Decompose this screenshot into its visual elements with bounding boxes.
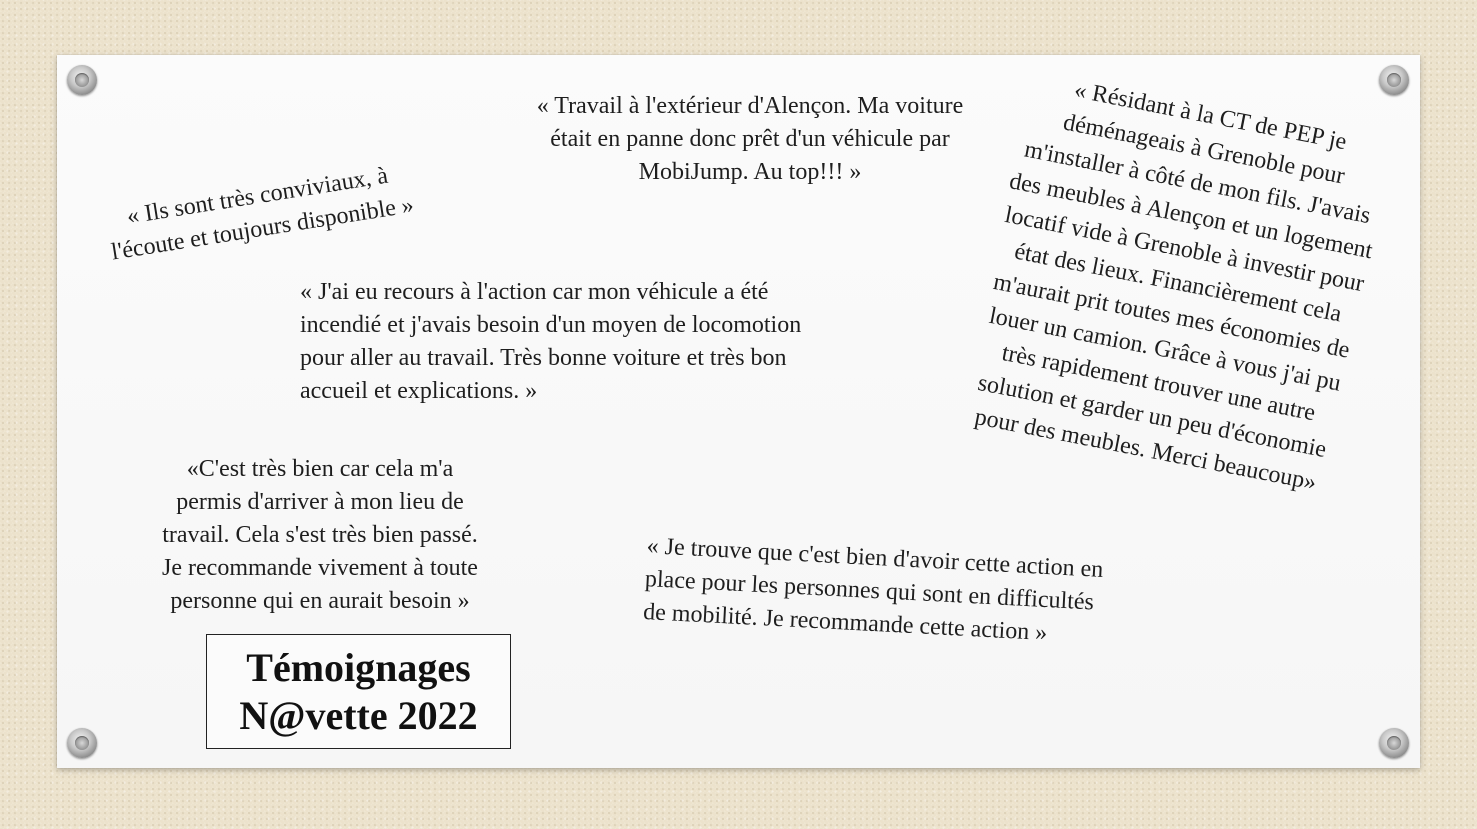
testimonial-quote-incendie: « J'ai eu recours à l'action car mon véhicule a été incendié et j'avais besoin d'un moyen de locomotion pour aller au travail. Très bonne voiture et très bon accueil et explications. » bbox=[300, 279, 802, 404]
title-line-navette: N@vette 2022 bbox=[239, 692, 478, 738]
testimonial-quote-residant: « Résidant à la CT de PEP je déménageais à Grenoble pour m'installer à côté de mon fils. J'avais des meubles à Alençon et un logement locatif vide à Grenoble à investir pour état des lieux. Financièrement cela m'aurait prit toutes mes économies de louer un camion. Grâce à vous j'ai pu très rapidement trouver une autre solution et garder un peu d'économie pour des meubles. Merci beaucoup» bbox=[972, 76, 1375, 496]
testimonial-quote-mobilite: « Je trouve que c'est bien d'avoir cette action en place pour les personnes qui sont en difficultés de mobilité. Je recommande cette action » bbox=[642, 533, 1104, 647]
testimonial-quote-travail: « Travail à l'extérieur d'Alençon. Ma voiture était en panne donc prêt d'un véhicule par MobiJump. Au top!!! » bbox=[536, 93, 964, 185]
screw-top-left-icon bbox=[67, 65, 97, 95]
screw-bottom-left-icon bbox=[67, 728, 97, 758]
screw-bottom-right-icon bbox=[1379, 728, 1409, 758]
title-line-temoignages: Témoignages bbox=[246, 644, 471, 690]
testimonial-quote-recommande: «C'est très bien car cela m'a permis d'arriver à mon lieu de travail. Cela s'est très bien passé. Je recommande vivement à toute personne qui en aurait besoin » bbox=[162, 456, 478, 614]
screw-top-right-icon bbox=[1379, 65, 1409, 95]
testimonial-quote-conviviaux: « Ils sont très conviviaux, à l'écoute et toujours disponible » bbox=[109, 162, 416, 266]
title-box bbox=[206, 634, 511, 749]
